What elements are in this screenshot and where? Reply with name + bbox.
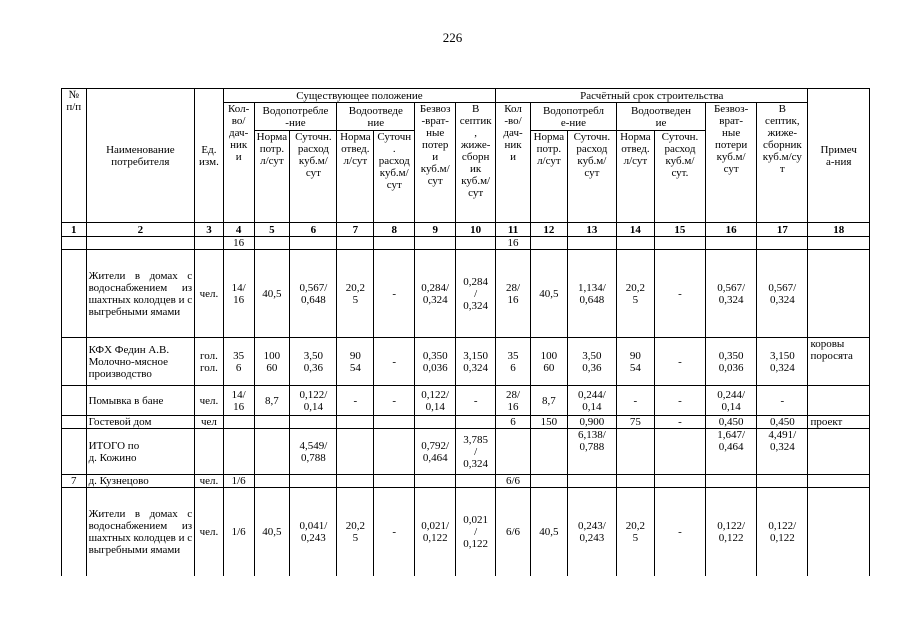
cell-value <box>616 237 654 250</box>
cell-value <box>415 416 456 429</box>
cell-value: 0,567/ 0,324 <box>757 250 808 338</box>
cell-value: 0,350 0,036 <box>415 338 456 386</box>
cell-value <box>223 416 254 429</box>
column-number: 12 <box>530 223 567 237</box>
table-row <box>62 416 870 429</box>
cell-value: 3,150 0,324 <box>456 338 496 386</box>
cell-value: 6 <box>496 416 531 429</box>
cell-value: 40,5 <box>530 250 567 338</box>
cell-value: 16 <box>496 237 531 250</box>
cell-value: - <box>654 488 705 576</box>
header-pr-drain: Водоотведен ие <box>616 103 705 131</box>
header-pr-count: Кол -во/ дач- ник и <box>496 103 531 223</box>
cell-value: 20,2 5 <box>616 488 654 576</box>
cell-value <box>530 475 567 488</box>
cell-value <box>496 429 531 475</box>
cell-value: 0,122/ 0,14 <box>290 386 337 416</box>
header-existing: Существующее положение <box>223 89 495 103</box>
cell-name: Гостевой дом <box>86 416 195 429</box>
cell-value: 75 <box>616 416 654 429</box>
cell-value: 90 54 <box>616 338 654 386</box>
cell-value: 1/6 <box>223 488 254 576</box>
cell-value <box>654 475 705 488</box>
cell-value: 0,243/ 0,243 <box>567 488 616 576</box>
cell-value: 0,450 <box>757 416 808 429</box>
header-note: Примеч а-ния <box>808 89 870 223</box>
cell-value <box>290 237 337 250</box>
table-row <box>62 386 870 416</box>
cell-value: 0,450 <box>706 416 757 429</box>
cell-unit: чел <box>195 416 224 429</box>
header-ex-d-daily: Суточн . расход куб.м/ сут <box>374 131 415 223</box>
cell-note: проект <box>808 416 870 429</box>
cell-note: коровы поросята <box>808 338 870 386</box>
cell-unit: чел. <box>195 475 224 488</box>
header-pr-d-norm: Норма отвед. л/сут <box>616 131 654 223</box>
cell-value: 6/6 <box>496 475 531 488</box>
cell-name: Жители в домах с водоснабжением из шахтных колодцев и с выгребными ямами <box>86 250 195 338</box>
cell-num <box>62 237 87 250</box>
page-number: 226 <box>442 30 463 45</box>
cell-value: 28/ 16 <box>496 386 531 416</box>
cell-value <box>223 429 254 475</box>
cell-num <box>62 488 87 576</box>
cell-name <box>86 237 195 250</box>
cell-value <box>337 429 374 475</box>
cell-value: - <box>374 488 415 576</box>
cell-value: 100 60 <box>254 338 290 386</box>
water-consumption-table <box>61 88 870 576</box>
cell-value: 0,567/ 0,324 <box>706 250 757 338</box>
header-pr-d-daily: Суточн. расход куб.м/ сут. <box>654 131 705 223</box>
column-number: 15 <box>654 223 705 237</box>
cell-value <box>415 475 456 488</box>
cell-value: - <box>757 386 808 416</box>
cell-value: 16 <box>223 237 254 250</box>
column-number: 11 <box>496 223 531 237</box>
cell-value <box>456 237 496 250</box>
cell-note <box>808 237 870 250</box>
cell-num <box>62 386 87 416</box>
cell-unit: гол. гол. <box>195 338 224 386</box>
cell-value: 0,900 <box>567 416 616 429</box>
header-ex-water: Водопотребле -ние <box>254 103 337 131</box>
cell-value: 3,150 0,324 <box>757 338 808 386</box>
cell-unit <box>195 429 224 475</box>
cell-value <box>415 237 456 250</box>
cell-value: 35 6 <box>496 338 531 386</box>
cell-value: 1,647/ 0,464 <box>706 429 757 475</box>
cell-note <box>808 429 870 475</box>
header-pr-w-daily: Суточн. расход куб.м/ сут <box>567 131 616 223</box>
cell-value: 1/6 <box>223 475 254 488</box>
cell-unit: чел. <box>195 250 224 338</box>
cell-value: - <box>654 250 705 338</box>
cell-value: 14/ 16 <box>223 250 254 338</box>
cell-name: Помывка в бане <box>86 386 195 416</box>
cell-value: 35 6 <box>223 338 254 386</box>
column-number: 8 <box>374 223 415 237</box>
cell-value: 0,567/ 0,648 <box>290 250 337 338</box>
cell-value <box>456 475 496 488</box>
cell-value: 20,2 5 <box>337 250 374 338</box>
column-number: 1 <box>62 223 87 237</box>
cell-note <box>808 250 870 338</box>
cell-note <box>808 475 870 488</box>
cell-value: - <box>374 250 415 338</box>
cell-value: 8,7 <box>254 386 290 416</box>
cell-value: 100 60 <box>530 338 567 386</box>
cell-value: - <box>654 386 705 416</box>
header-unit: Ед. изм. <box>195 89 224 223</box>
cell-value: 0,122/ 0,122 <box>757 488 808 576</box>
cell-value <box>530 429 567 475</box>
cell-num <box>62 429 87 475</box>
cell-value <box>254 237 290 250</box>
cell-value: - <box>456 386 496 416</box>
cell-value <box>374 429 415 475</box>
cell-note <box>808 386 870 416</box>
column-number: 16 <box>706 223 757 237</box>
table-row <box>62 237 870 250</box>
cell-name: ИТОГО по д. Кожино <box>86 429 195 475</box>
cell-value <box>374 475 415 488</box>
cell-note <box>808 488 870 576</box>
cell-value: 0,244/ 0,14 <box>706 386 757 416</box>
cell-value <box>757 475 808 488</box>
header-pr-irrev: Безвоз- врат- ные потери куб.м/ сут <box>706 103 757 223</box>
cell-value <box>706 237 757 250</box>
column-number: 7 <box>337 223 374 237</box>
cell-value: 20,2 5 <box>337 488 374 576</box>
column-number: 10 <box>456 223 496 237</box>
cell-unit <box>195 237 224 250</box>
column-number: 9 <box>415 223 456 237</box>
cell-value: 0,350 0,036 <box>706 338 757 386</box>
cell-num <box>62 250 87 338</box>
cell-value: 20,2 5 <box>616 250 654 338</box>
cell-value: 0,122/ 0,14 <box>415 386 456 416</box>
cell-value: 3,785 / 0,324 <box>456 429 496 475</box>
cell-num <box>62 338 87 386</box>
cell-value <box>654 237 705 250</box>
column-number: 4 <box>223 223 254 237</box>
table-row <box>62 488 870 576</box>
cell-value <box>290 416 337 429</box>
cell-value: - <box>374 338 415 386</box>
header-num: № п/п <box>62 89 87 223</box>
cell-value: 28/ 16 <box>496 250 531 338</box>
table-row <box>62 475 870 488</box>
cell-value <box>706 475 757 488</box>
table-row <box>62 429 870 475</box>
cell-value: 0,792/ 0,464 <box>415 429 456 475</box>
cell-value: - <box>654 338 705 386</box>
cell-value <box>654 429 705 475</box>
header-pr-septic: В септик, жиже- сборник куб.м/су т <box>757 103 808 223</box>
cell-value <box>567 237 616 250</box>
column-number: 18 <box>808 223 870 237</box>
cell-value <box>337 416 374 429</box>
header-ex-d-norm: Норма отвед. л/сут <box>337 131 374 223</box>
column-number: 6 <box>290 223 337 237</box>
cell-value: - <box>616 386 654 416</box>
cell-unit: чел. <box>195 488 224 576</box>
column-number: 17 <box>757 223 808 237</box>
cell-value <box>290 475 337 488</box>
cell-value: 3,50 0,36 <box>567 338 616 386</box>
cell-value: - <box>337 386 374 416</box>
cell-value <box>616 475 654 488</box>
table-row <box>62 338 870 386</box>
cell-value: 4,549/ 0,788 <box>290 429 337 475</box>
cell-value: - <box>654 416 705 429</box>
header-ex-septic: В септик , жиже- сборн ик куб.м/ сут <box>456 103 496 223</box>
cell-value: 150 <box>530 416 567 429</box>
cell-value: 14/ 16 <box>223 386 254 416</box>
cell-value: 4,491/ 0,324 <box>757 429 808 475</box>
cell-name: Жители в домах с водоснабжением из шахтных колодцев и с выгребными ямами <box>86 488 195 576</box>
cell-value <box>254 475 290 488</box>
header-ex-w-norm: Норма потр. л/сут <box>254 131 290 223</box>
header-pr-w-norm: Норма потр. л/сут <box>530 131 567 223</box>
cell-value <box>254 416 290 429</box>
column-number: 2 <box>86 223 195 237</box>
cell-value: 6/6 <box>496 488 531 576</box>
cell-value <box>337 475 374 488</box>
cell-num <box>62 416 87 429</box>
cell-name: КФХ Федин А.В. Молочно-мясное производство <box>86 338 195 386</box>
column-number: 13 <box>567 223 616 237</box>
cell-value <box>567 475 616 488</box>
cell-value <box>757 237 808 250</box>
cell-value: 90 54 <box>337 338 374 386</box>
cell-value <box>616 429 654 475</box>
cell-value <box>530 237 567 250</box>
cell-value: 0,021 / 0,122 <box>456 488 496 576</box>
column-number: 14 <box>616 223 654 237</box>
cell-value: 8,7 <box>530 386 567 416</box>
cell-unit: чел. <box>195 386 224 416</box>
header-ex-w-daily: Суточн. расход куб.м/ сут <box>290 131 337 223</box>
header-projected: Расчётный срок строительства <box>496 89 808 103</box>
cell-value: - <box>374 386 415 416</box>
column-number: 5 <box>254 223 290 237</box>
column-numbers-row <box>62 223 870 237</box>
header-ex-irrev: Безвоз -врат- ные потер и куб.м/ сут <box>415 103 456 223</box>
cell-value <box>456 416 496 429</box>
cell-value: 0,284 / 0,324 <box>456 250 496 338</box>
header-ex-drain: Водоотведе ние <box>337 103 415 131</box>
header-name: Наименование потребителя <box>86 89 195 223</box>
cell-value <box>374 416 415 429</box>
cell-value: 0,041/ 0,243 <box>290 488 337 576</box>
cell-value <box>337 237 374 250</box>
cell-value: 3,50 0,36 <box>290 338 337 386</box>
cell-value <box>374 237 415 250</box>
cell-value <box>254 429 290 475</box>
cell-name: д. Кузнецово <box>86 475 195 488</box>
cell-value: 6,138/ 0,788 <box>567 429 616 475</box>
cell-value: 0,284/ 0,324 <box>415 250 456 338</box>
cell-value: 40,5 <box>530 488 567 576</box>
cell-value: 0,122/ 0,122 <box>706 488 757 576</box>
cell-value: 0,244/ 0,14 <box>567 386 616 416</box>
cell-value: 40,5 <box>254 250 290 338</box>
cell-num: 7 <box>62 475 87 488</box>
cell-value: 1,134/ 0,648 <box>567 250 616 338</box>
table-row <box>62 250 870 338</box>
cell-value: 40,5 <box>254 488 290 576</box>
header-pr-water: Водопотребл е-ние <box>530 103 616 131</box>
column-number: 3 <box>195 223 224 237</box>
header-ex-count: Кол- во/ дач- ник и <box>223 103 254 223</box>
cell-value: 0,021/ 0,122 <box>415 488 456 576</box>
